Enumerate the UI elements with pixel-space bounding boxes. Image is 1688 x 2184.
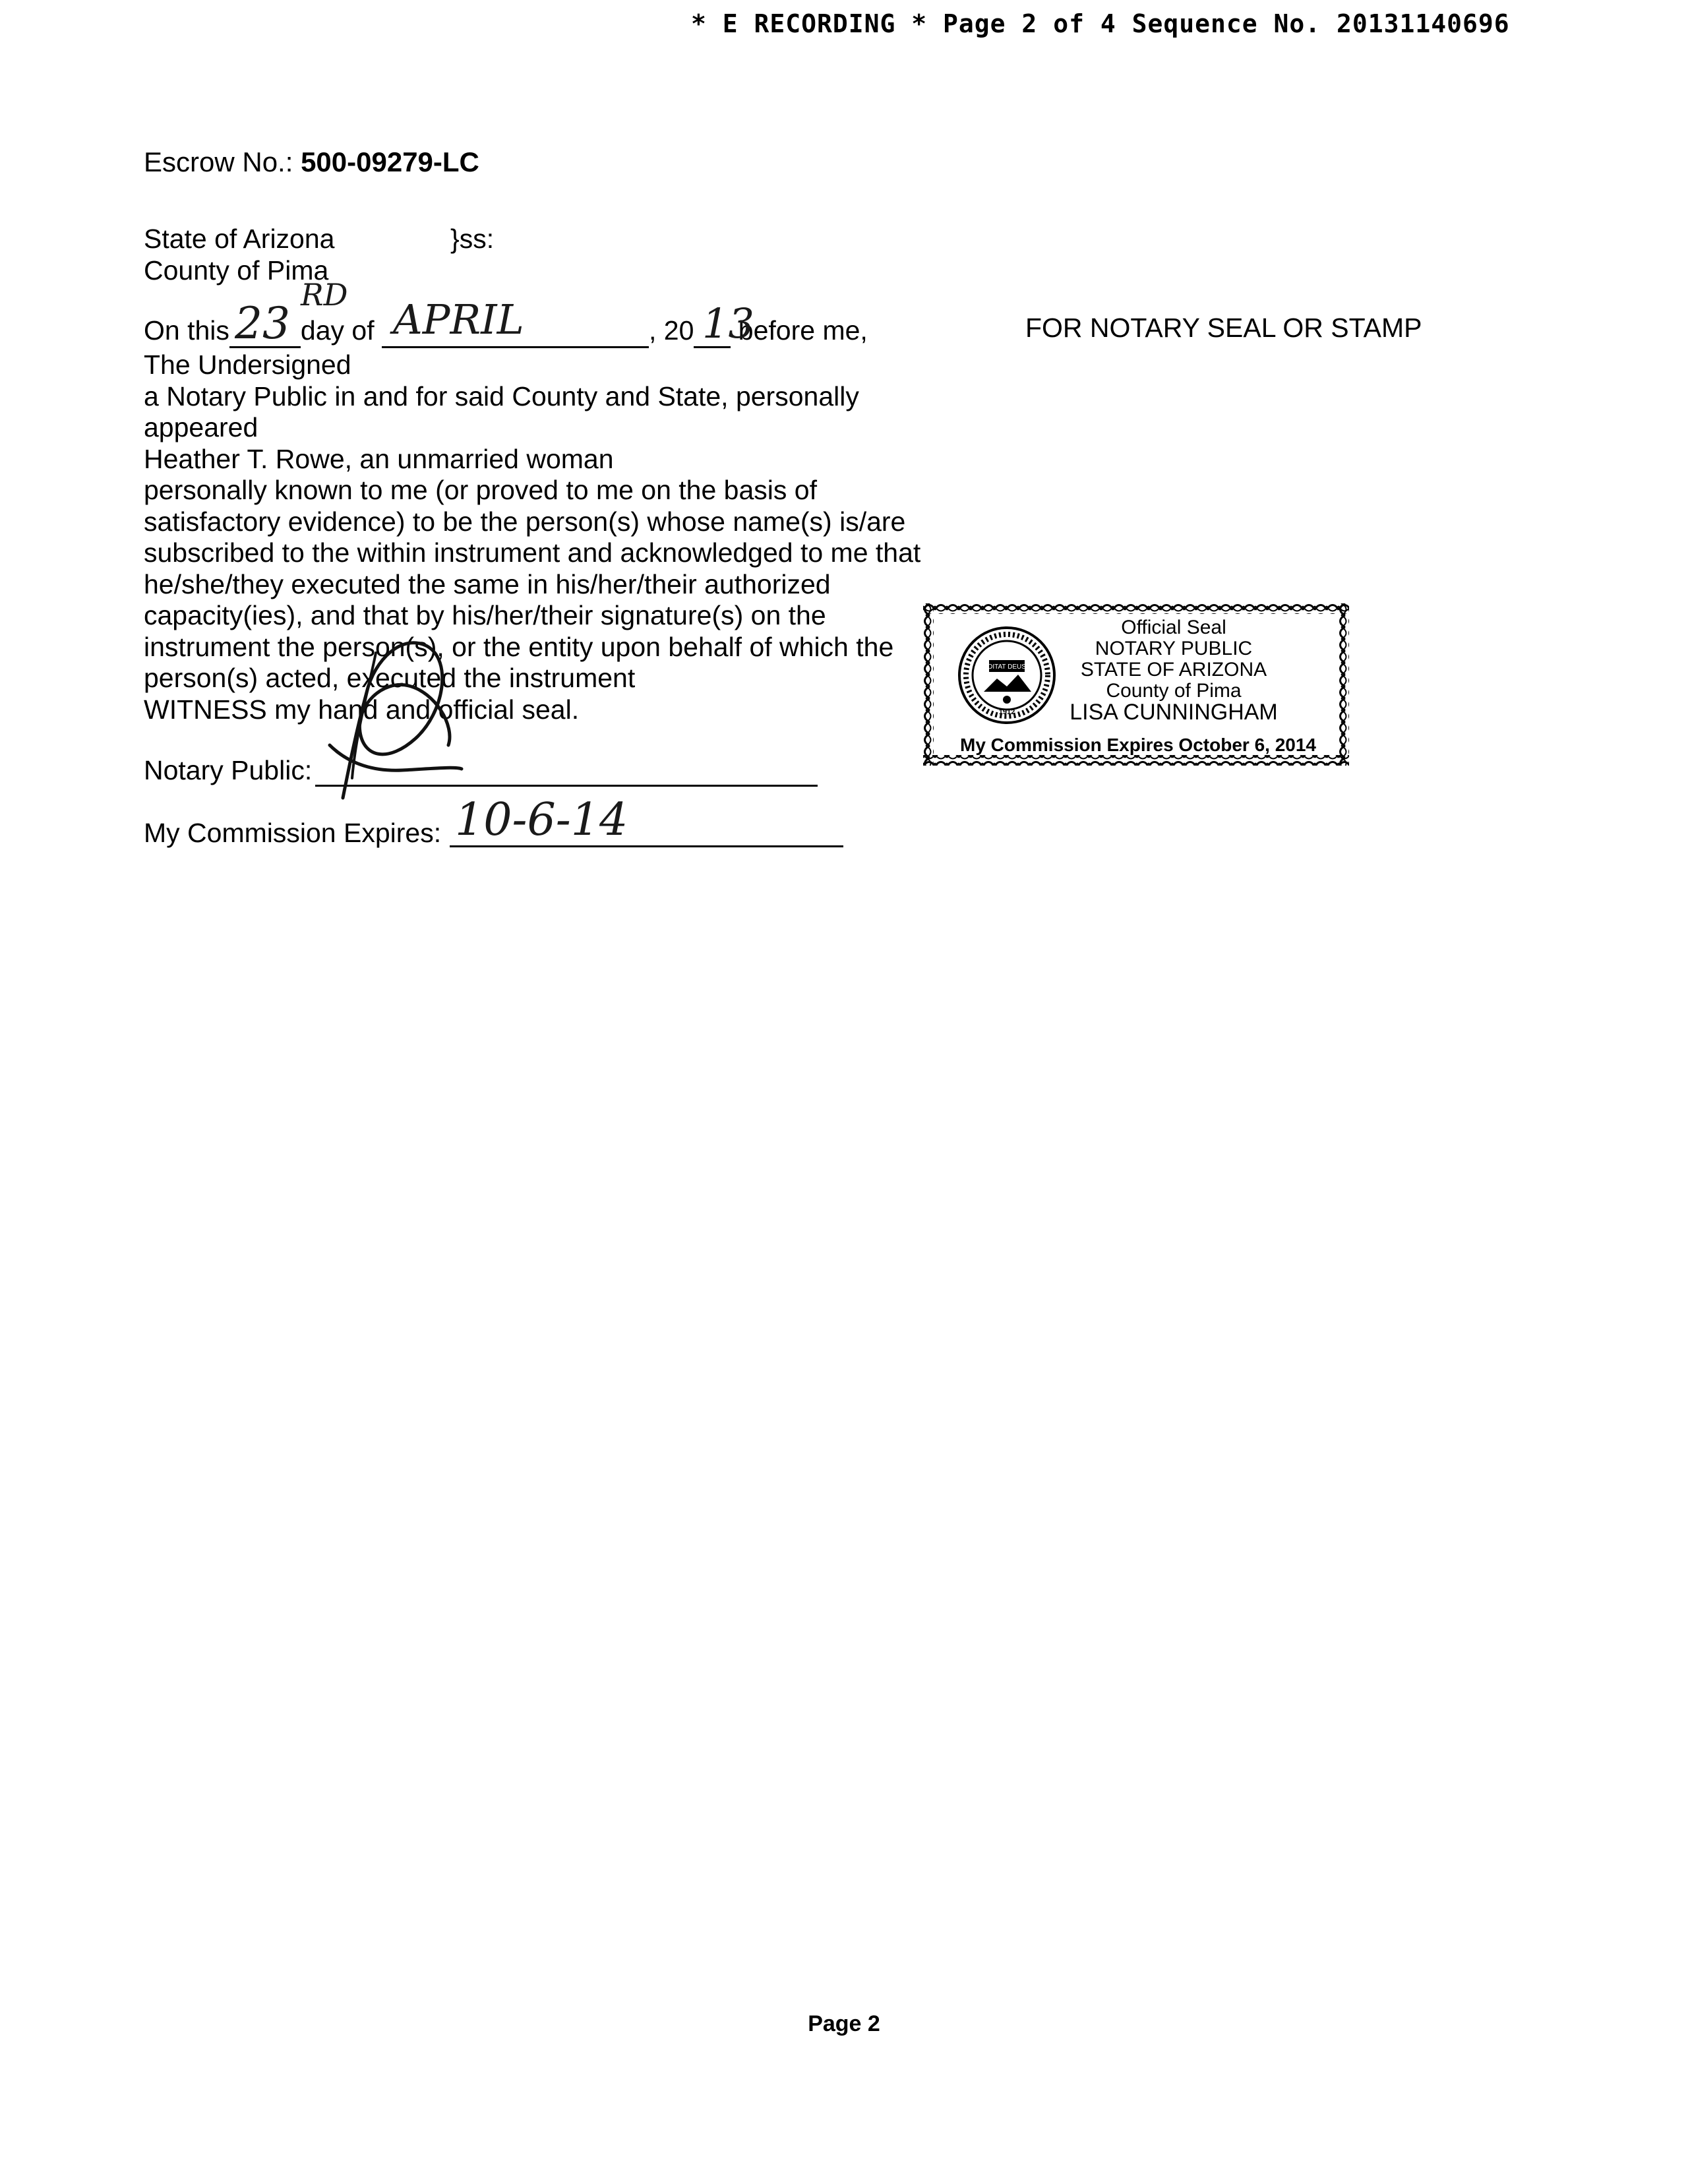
- handwritten-day-suffix: RD: [301, 277, 348, 313]
- stamp-county: County of Pima: [1106, 680, 1242, 702]
- seal-placeholder-label: FOR NOTARY SEAL OR STAMP: [1025, 313, 1422, 343]
- venue-county: County of Pima: [144, 255, 329, 286]
- notary-public-label: Notary Public:: [144, 755, 313, 785]
- ack-line: WITNESS my hand and official seal.: [144, 694, 580, 725]
- day-of-text: day of: [300, 315, 375, 346]
- stamp-commission-expires: My Commission Expires October 6, 2014: [960, 735, 1316, 755]
- page-footer: Page 2: [808, 2011, 880, 2036]
- escrow-label: Escrow No.:: [144, 146, 293, 177]
- stamp-official-seal: Official Seal: [1121, 617, 1226, 638]
- ack-line: appeared: [144, 412, 258, 442]
- escrow-number-line: [144, 146, 479, 178]
- notary-stamp: [923, 603, 1349, 766]
- ack-line: personally known to me (or proved to me on the basis of: [144, 475, 817, 505]
- ack-line: subscribed to the within instrument and acknowledged to me that: [144, 537, 921, 568]
- ack-line: he/she/they executed the same in his/her/their authorized: [144, 568, 831, 599]
- escrow-number: 500-09279-LC: [301, 146, 479, 177]
- venue-state: State of Arizona: [144, 224, 335, 254]
- handwritten-month: APRIL: [393, 295, 524, 344]
- notary-signature: [303, 613, 475, 811]
- stamp-state: STATE OF ARIZONA: [1080, 659, 1267, 681]
- handwritten-commission-date: 10-6-14: [455, 794, 628, 846]
- acknowledgment-body: [144, 349, 920, 725]
- ack-line: Heather T. Rowe, an unmarried woman: [144, 443, 614, 474]
- stamp-notary-name: LISA CUNNINGHAM: [1070, 700, 1278, 725]
- year-prefix-text: , 20: [649, 315, 694, 346]
- recording-header: * E RECORDING * Page 2 of 4 Sequence No. 20131140696: [691, 9, 1510, 38]
- seal-year: 1912: [998, 708, 1015, 716]
- stamp-notary-public: NOTARY PUBLIC: [1095, 638, 1253, 659]
- venue-ss: }ss:: [450, 224, 495, 254]
- before-me-text: before me,: [738, 315, 868, 346]
- commission-expires-label: My Commission Expires:: [144, 818, 442, 848]
- ack-line: person(s) acted, executed the instrument: [144, 663, 636, 693]
- on-this-text: On this: [144, 315, 229, 346]
- ack-line: a Notary Public in and for said County and State, personally: [144, 380, 859, 411]
- ack-line: capacity(ies), and that by his/her/their signature(s) on the: [144, 600, 826, 630]
- ack-line: satisfactory evidence) to be the person(s) whose name(s) is/are: [144, 506, 906, 537]
- ack-line: The Undersigned: [144, 349, 351, 380]
- seal-motto: DITAT DEUS: [988, 663, 1026, 671]
- ack-line: instrument the person(s), or the entity upon behalf of which the: [144, 631, 894, 662]
- handwritten-year: 13: [702, 299, 754, 348]
- handwritten-day: 23: [235, 298, 290, 349]
